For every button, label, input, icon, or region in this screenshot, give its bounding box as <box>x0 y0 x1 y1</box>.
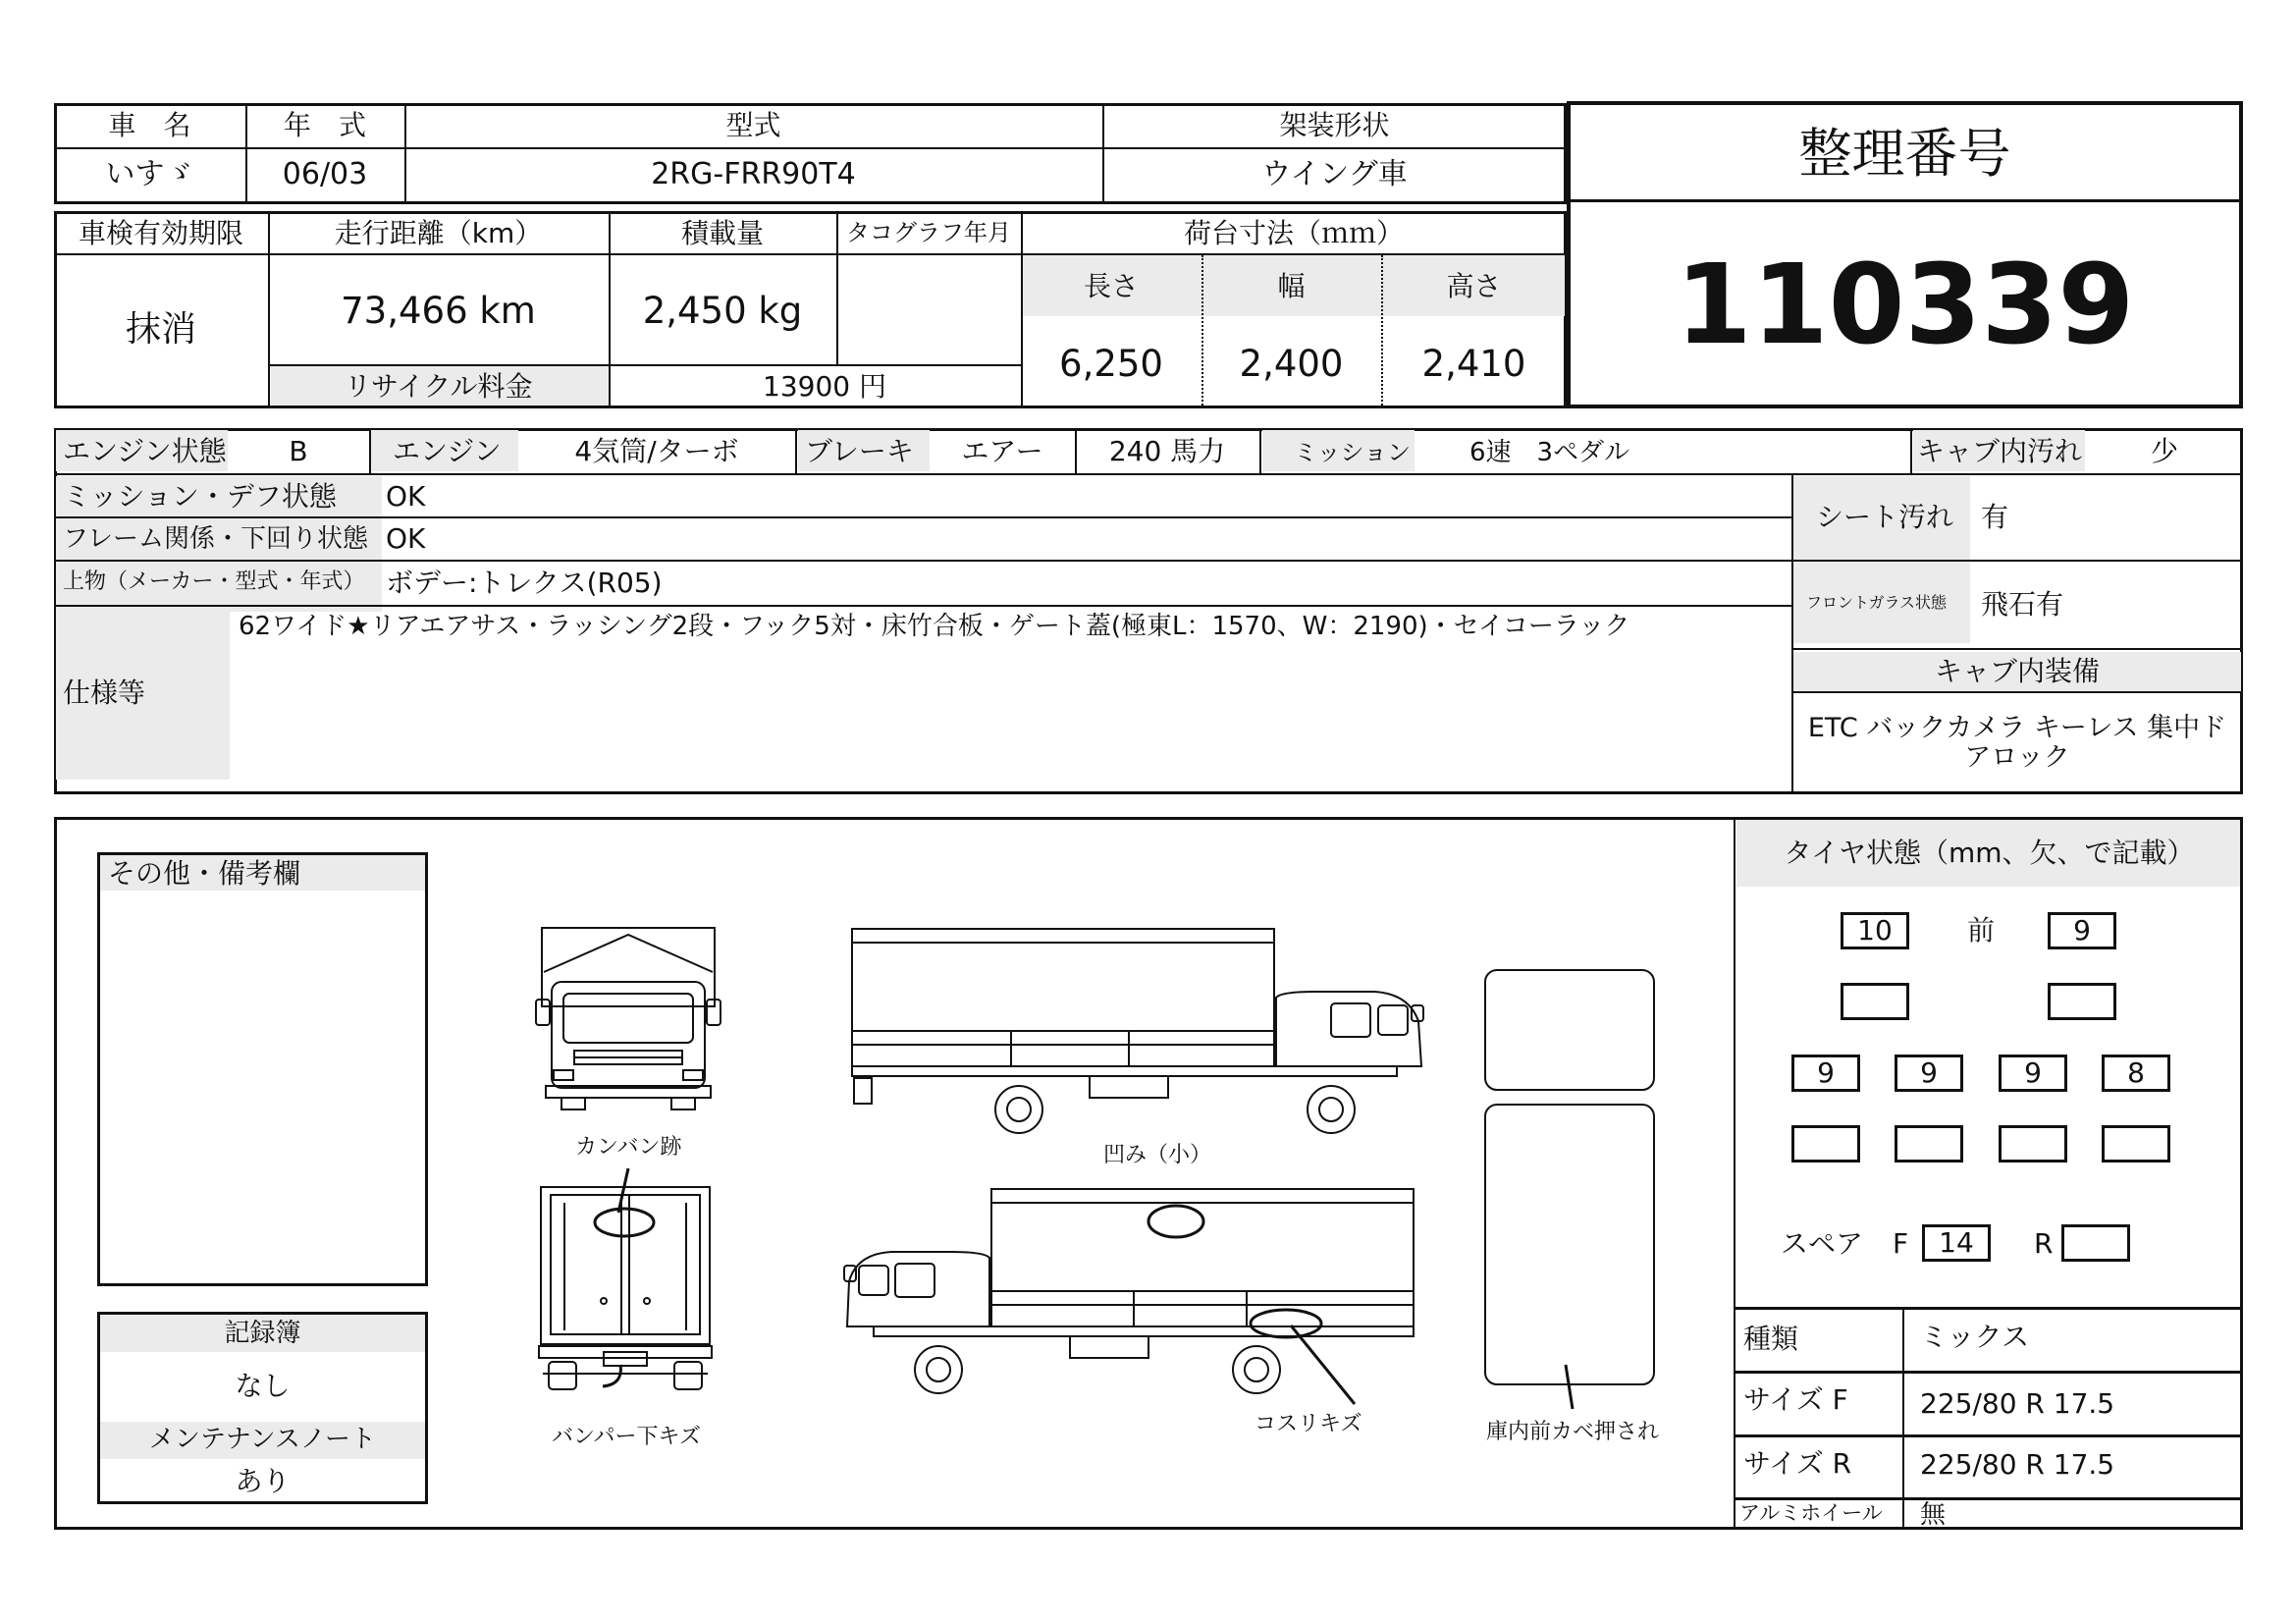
engine-value: 4気筒/ターボ <box>574 435 739 467</box>
body-maker-label: 上物（メーカー・型式・年式） <box>63 569 365 594</box>
tire-size-r-value: 225/80 R 17.5 <box>1920 1448 2115 1481</box>
tire-size-f-label: サイズ F <box>1743 1383 1848 1416</box>
spare-r-value <box>2061 1224 2130 1262</box>
body-type-value: ウイング車 <box>1261 157 1408 191</box>
engine-state-label: エンジン状態 <box>63 435 227 467</box>
recycle-value: 13900 円 <box>763 370 886 403</box>
note-dent: 凹み（小） <box>1103 1143 1212 1167</box>
load-value: 2,450 kg <box>642 290 803 332</box>
windshield-value: 飛石有 <box>1981 588 2064 621</box>
tire-rear-3: 9 <box>1999 1055 2067 1092</box>
bed-length-label: 長さ <box>1083 270 1139 302</box>
tire-front-right-note <box>2048 983 2116 1020</box>
bed-width-value: 2,400 <box>1239 343 1344 385</box>
tire-front-left: 10 <box>1841 912 1909 949</box>
bed-size-label: 荷台寸法（ｍｍ） <box>1183 217 1404 249</box>
maint-label: メンテナンスノート <box>148 1425 377 1454</box>
spec-label: 仕様等 <box>63 676 146 709</box>
model-value: 2RG-FRR90T4 <box>651 157 856 191</box>
diff-label: ミッション・デフ状態 <box>63 480 337 513</box>
bed-height-value: 2,410 <box>1421 343 1526 385</box>
mileage-value: 73,466 km <box>341 290 536 332</box>
spare-f-value: 14 <box>1922 1224 1991 1262</box>
tire-rear-3-note <box>1999 1125 2067 1163</box>
frame-value: OK <box>386 522 426 555</box>
model-label: 型式 <box>725 109 781 141</box>
seat-dirt-value: 有 <box>1981 501 2009 533</box>
record-label: 記録簿 <box>224 1319 301 1348</box>
brake-label: ブレーキ <box>805 435 914 467</box>
tire-front-label: 前 <box>1967 914 1996 947</box>
car-name-label: 車 名 <box>108 109 191 141</box>
inspection-value: 抹消 <box>125 309 196 350</box>
spare-r-label: R <box>2034 1227 2054 1260</box>
cab-equip-line1: ETC バックカメラ キーレス 集中ド <box>1807 713 2227 743</box>
tire-kind-value: ミックス <box>1920 1321 2030 1353</box>
note-kanban: カンバン跡 <box>575 1135 682 1160</box>
truck-front-view <box>530 923 726 1109</box>
cab-equip-line2: アロック <box>1964 742 2070 773</box>
load-label: 積載量 <box>680 217 764 249</box>
remarks-label: その他・備考欄 <box>108 857 301 890</box>
spare-f-label: F <box>1893 1227 1909 1260</box>
bed-height-label: 高さ <box>1446 270 1502 302</box>
maint-value: あり <box>235 1465 291 1497</box>
year-value: 06/03 <box>282 157 368 191</box>
tacho-label: タコグラフ年月 <box>846 219 1011 246</box>
inspection-label: 車検有効期限 <box>78 217 243 249</box>
cab-equip-label: キャブ内装備 <box>1934 655 2100 687</box>
note-bumper: バンパー下キズ <box>552 1425 702 1449</box>
diff-value: OK <box>386 480 426 513</box>
record-value: なし <box>235 1370 291 1402</box>
tire-size-f-value: 225/80 R 17.5 <box>1920 1387 2115 1420</box>
tire-front-left-note <box>1841 983 1909 1020</box>
body-type-label: 架装形状 <box>1279 109 1390 141</box>
tire-rear-1-note <box>1791 1125 1860 1163</box>
id-number-value: 110339 <box>1675 242 2135 369</box>
tire-rear-4: 8 <box>2102 1055 2170 1092</box>
tire-kind-label: 種類 <box>1743 1323 1799 1355</box>
frame-label: フレーム関係・下回り状態 <box>63 524 368 554</box>
horsepower-value: 240 馬力 <box>1108 435 1226 467</box>
note-scratch: コスリキズ <box>1255 1412 1362 1436</box>
cab-dirt-value: 少 <box>2150 435 2178 467</box>
bed-length-value: 6,250 <box>1059 343 1163 385</box>
tire-status-label: タイヤ状態（mm、欠、で記載） <box>1784 837 2195 869</box>
tire-front-right: 9 <box>2048 912 2116 949</box>
tire-size-r-label: サイズ R <box>1743 1447 1852 1480</box>
car-name-value: いすゞ <box>105 157 194 191</box>
tire-rear-2-note <box>1895 1125 1963 1163</box>
remarks-box <box>97 852 428 1286</box>
tire-rear-1: 9 <box>1791 1055 1860 1092</box>
cab-dirt-label: キャブ内汚れ <box>1917 435 2083 467</box>
alu-wheel-label: アルミホイール <box>1739 1501 1883 1525</box>
id-number-label: 整理番号 <box>1798 123 2011 185</box>
engine-label: エンジン <box>393 435 502 467</box>
mileage-label: 走行距離（km） <box>334 217 543 249</box>
recycle-label: リサイクル料金 <box>344 370 533 403</box>
brake-value: エアー <box>961 435 1043 467</box>
tire-rear-2: 9 <box>1895 1055 1963 1092</box>
note-wall: 庫内前カベ押され <box>1486 1420 1660 1444</box>
body-maker-value: ボデー:トレクス(R05) <box>386 567 663 599</box>
seat-dirt-label: シート汚れ <box>1816 501 1954 533</box>
engine-state-value: B <box>289 435 308 467</box>
spec-value: 62ワイド★リアエアサス・ラッシング2段・フック5対・床竹合板・ゲート蓋(極東L：1570、W：2190)・セイコーラック <box>239 612 1630 641</box>
year-label: 年 式 <box>283 109 366 141</box>
damage-annotations <box>530 1159 1688 1414</box>
windshield-label: フロントガラス状態 <box>1806 593 1948 612</box>
truck-side-view-right <box>844 923 1428 1139</box>
mission-value: 6速 3ペダル <box>1469 438 1630 467</box>
bed-width-label: 幅 <box>1277 270 1306 302</box>
spare-label: スペア <box>1781 1227 1864 1260</box>
alu-wheel-value: 無 <box>1920 1500 1947 1530</box>
tire-rear-4-note <box>2102 1125 2170 1163</box>
mission-label: ミッション <box>1294 439 1412 466</box>
